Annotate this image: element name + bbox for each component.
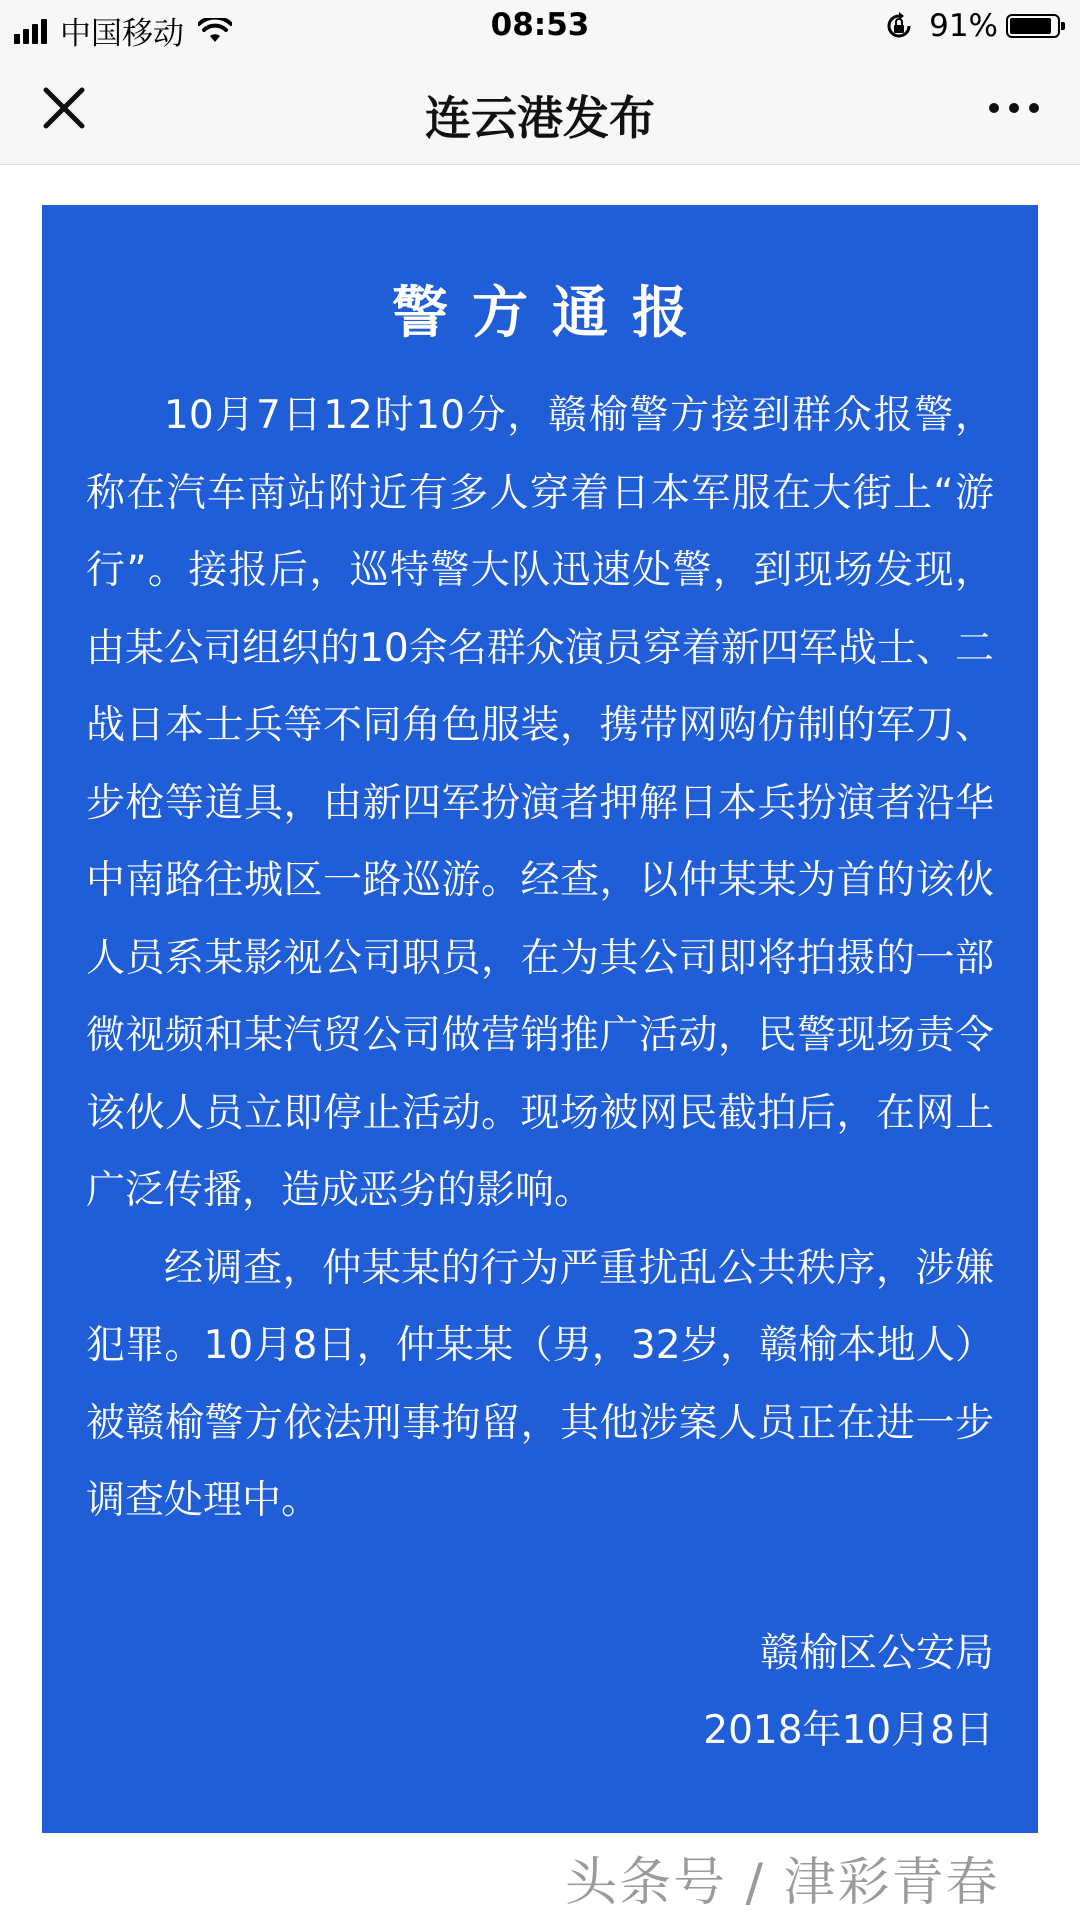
status-time: 08:53	[490, 7, 590, 43]
carrier-name: 中国移动	[60, 16, 184, 52]
watermark: 头条号 / 津彩青春	[565, 1853, 1000, 1913]
status-bar	[0, 0, 1080, 52]
notice-date: 2018年10月8日	[703, 1708, 994, 1753]
notice-issuer: 赣榆区公安局	[759, 1631, 994, 1676]
notice-title: 警方通报	[392, 281, 712, 346]
nav-bar	[0, 52, 1080, 165]
notice-paragraph: 10月7日12时10分，赣榆警方接到群众报警，称在汽车南站附近有多人穿着日本军服在大街上“游行”。接报后，巡特警大队迅速处警，到现场发现，由某公司组织的10余名群众演员穿着新四军战士、二战日本士兵等不同角色服装，携带网购仿制的军刀、步枪等道具，由新四军扮演者押解日本兵扮演者沿华中南路往城区一路巡游。经查，以仲某某为首的该伙人员系某影视公司职员，在为其公司即将拍摄的一部微视频和某汽贸公司做营销推广活动，民警现场责令该伙人员立即停止活动。现场被网民截拍后，在网上广泛传播，造成恶劣的影响。	[86, 393, 994, 1213]
battery-percent: 91%	[929, 8, 998, 44]
notice-body	[86, 377, 994, 1540]
page-title: 连云港发布	[425, 91, 655, 145]
battery-level	[1010, 18, 1051, 34]
battery-icon	[1006, 14, 1060, 38]
more-icon[interactable]	[986, 100, 1042, 116]
notice-signature	[703, 1615, 994, 1769]
notice-paragraph: 经调查，仲某某的行为严重扰乱公共秩序，涉嫌犯罪。10月8日，仲某某（男，32岁，赣榆本地人）被赣榆警方依法刑事拘留，其他涉案人员正在进一步调查处理中。	[86, 1245, 994, 1523]
police-notice-card	[42, 205, 1038, 1833]
rotation-lock-icon	[885, 12, 913, 40]
status-right	[885, 8, 1060, 44]
